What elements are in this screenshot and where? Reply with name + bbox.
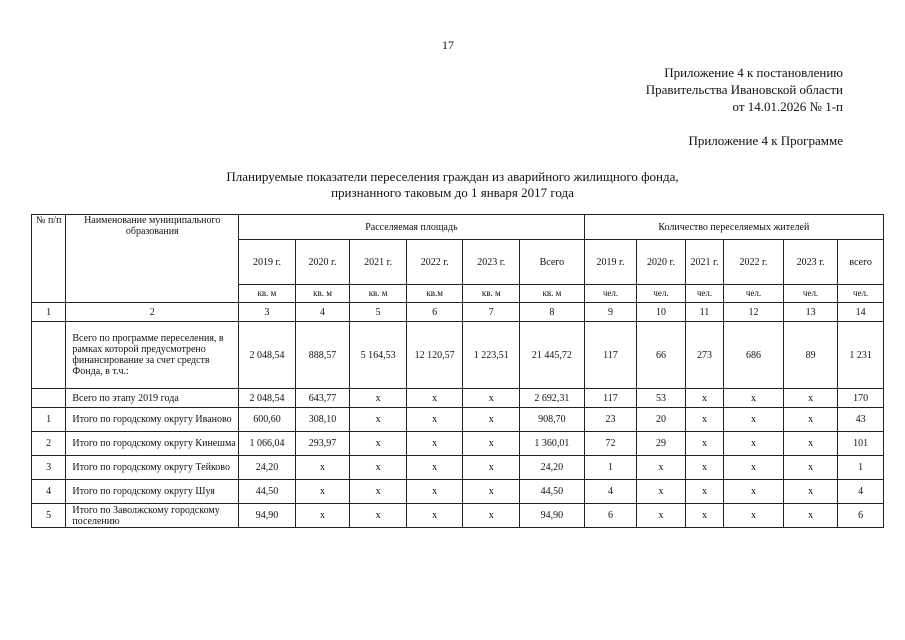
- table-row: [32, 480, 884, 504]
- people-year-header: 2021 г.: [685, 240, 723, 285]
- people-value: х: [685, 504, 723, 528]
- area-value: х: [350, 480, 407, 504]
- people-unit: чел.: [637, 285, 686, 303]
- people-value: 117: [584, 322, 637, 389]
- title-line-2: признанного таковым до 1 января 2017 года: [331, 185, 574, 200]
- people-year-header: 2020 г.: [637, 240, 686, 285]
- area-value: 94,90: [239, 504, 296, 528]
- people-value: х: [685, 408, 723, 432]
- column-number: 9: [584, 303, 637, 322]
- row-number: 3: [32, 456, 66, 480]
- people-value: 273: [685, 322, 723, 389]
- appendix-program: Приложение 4 к Программе: [688, 133, 843, 148]
- area-year-header: Всего: [520, 240, 585, 285]
- people-value: х: [724, 408, 784, 432]
- people-value: х: [724, 480, 784, 504]
- people-value: 20: [637, 408, 686, 432]
- area-unit: кв.м: [406, 285, 463, 303]
- people-value: х: [685, 480, 723, 504]
- people-value: х: [783, 480, 838, 504]
- appendix-line-2: Правительства Ивановской области: [645, 82, 843, 97]
- people-value: 53: [637, 389, 686, 408]
- area-value: х: [350, 408, 407, 432]
- appendix-line-1: Приложение 4 к постановлению: [664, 65, 843, 80]
- area-value: х: [350, 456, 407, 480]
- people-value: х: [685, 389, 723, 408]
- area-year-header: 2019 г.: [239, 240, 296, 285]
- row-number: [32, 389, 66, 408]
- area-value: 1 360,01: [520, 432, 585, 456]
- area-year-header: 2021 г.: [350, 240, 407, 285]
- people-value: х: [685, 432, 723, 456]
- table-row: [32, 322, 884, 389]
- appendix-header: [646, 64, 843, 115]
- area-value: х: [463, 389, 520, 408]
- area-value: 2 048,54: [239, 322, 296, 389]
- area-value: х: [463, 480, 520, 504]
- row-number: 1: [32, 408, 66, 432]
- people-value: 29: [637, 432, 686, 456]
- area-year-header: 2022 г.: [406, 240, 463, 285]
- area-value: х: [406, 408, 463, 432]
- row-number: 5: [32, 504, 66, 528]
- column-number: 10: [637, 303, 686, 322]
- people-value: х: [783, 456, 838, 480]
- area-value: х: [295, 456, 350, 480]
- table-row: [32, 456, 884, 480]
- appendix-line-3: от 14.01.2026 № 1-п: [732, 99, 843, 114]
- municipality-name: Всего по этапу 2019 года: [66, 389, 239, 408]
- people-value: 1: [584, 456, 637, 480]
- table-row: [32, 504, 884, 528]
- people-value: 43: [838, 408, 884, 432]
- area-value: х: [463, 504, 520, 528]
- people-unit: чел.: [584, 285, 637, 303]
- people-value: 72: [584, 432, 637, 456]
- people-unit: чел.: [724, 285, 784, 303]
- column-number: 5: [350, 303, 407, 322]
- column-number: 12: [724, 303, 784, 322]
- people-value: х: [783, 432, 838, 456]
- column-number: 8: [520, 303, 585, 322]
- municipality-name: Итого по городскому округу Кинешма: [66, 432, 239, 456]
- area-unit: кв. м: [350, 285, 407, 303]
- column-number: 6: [406, 303, 463, 322]
- municipality-name: Итого по городскому округу Шуя: [66, 480, 239, 504]
- area-value: 908,70: [520, 408, 585, 432]
- row-number: [32, 322, 66, 389]
- column-number: 2: [66, 303, 239, 322]
- area-value: 94,90: [520, 504, 585, 528]
- area-value: 1 066,04: [239, 432, 296, 456]
- people-value: х: [783, 389, 838, 408]
- municipality-name: Всего по программе переселения, в рамках которой предусмотрено финансирование за счет средств Фонда, в т.ч.:: [66, 322, 239, 389]
- header-people-group: Количество переселяемых жителей: [584, 215, 883, 240]
- area-value: 2 048,54: [239, 389, 296, 408]
- area-value: 44,50: [239, 480, 296, 504]
- column-number: 14: [838, 303, 884, 322]
- column-number: 13: [783, 303, 838, 322]
- area-value: х: [350, 389, 407, 408]
- area-year-header: 2020 г.: [295, 240, 350, 285]
- people-value: х: [685, 456, 723, 480]
- area-value: 293,97: [295, 432, 350, 456]
- row-number: 2: [32, 432, 66, 456]
- people-value: 170: [838, 389, 884, 408]
- people-year-header: 2019 г.: [584, 240, 637, 285]
- area-value: х: [406, 456, 463, 480]
- municipality-name: Итого по Заволжскому городскому поселению: [66, 504, 239, 528]
- column-number: 11: [685, 303, 723, 322]
- people-value: 4: [584, 480, 637, 504]
- column-number: 3: [239, 303, 296, 322]
- area-value: х: [350, 504, 407, 528]
- area-unit: кв. м: [520, 285, 585, 303]
- area-value: 1 223,51: [463, 322, 520, 389]
- area-value: 5 164,53: [350, 322, 407, 389]
- area-value: 24,20: [239, 456, 296, 480]
- area-value: х: [463, 408, 520, 432]
- header-area-group: Расселяемая площадь: [239, 215, 585, 240]
- table-row: [32, 389, 884, 408]
- area-value: х: [406, 432, 463, 456]
- resettlement-table: [31, 214, 884, 528]
- area-value: х: [406, 389, 463, 408]
- area-value: 12 120,57: [406, 322, 463, 389]
- people-year-header: всего: [838, 240, 884, 285]
- people-value: 4: [838, 480, 884, 504]
- area-unit: кв. м: [239, 285, 296, 303]
- municipality-name: Итого по городскому округу Тейково: [66, 456, 239, 480]
- area-value: 44,50: [520, 480, 585, 504]
- people-value: 6: [838, 504, 884, 528]
- people-unit: чел.: [783, 285, 838, 303]
- people-value: 101: [838, 432, 884, 456]
- people-year-header: 2022 г.: [724, 240, 784, 285]
- area-value: х: [406, 480, 463, 504]
- people-value: х: [637, 504, 686, 528]
- area-value: 888,57: [295, 322, 350, 389]
- area-value: х: [463, 456, 520, 480]
- people-value: 23: [584, 408, 637, 432]
- people-value: 1 231: [838, 322, 884, 389]
- people-value: х: [637, 456, 686, 480]
- people-year-header: 2023 г.: [783, 240, 838, 285]
- column-number: 4: [295, 303, 350, 322]
- people-unit: чел.: [838, 285, 884, 303]
- page-number: 17: [442, 38, 454, 52]
- people-value: 89: [783, 322, 838, 389]
- people-value: 66: [637, 322, 686, 389]
- document-title: [0, 169, 905, 201]
- area-value: х: [463, 432, 520, 456]
- people-unit: чел.: [685, 285, 723, 303]
- people-value: х: [724, 456, 784, 480]
- area-value: 24,20: [520, 456, 585, 480]
- people-value: 117: [584, 389, 637, 408]
- people-value: х: [783, 408, 838, 432]
- people-value: 1: [838, 456, 884, 480]
- column-number: 7: [463, 303, 520, 322]
- header-number: № п/п: [32, 215, 66, 303]
- municipality-name: Итого по городскому округу Иваново: [66, 408, 239, 432]
- area-value: х: [350, 432, 407, 456]
- table-row: [32, 408, 884, 432]
- area-value: х: [295, 480, 350, 504]
- table-row: [32, 432, 884, 456]
- area-value: х: [295, 504, 350, 528]
- row-number: 4: [32, 480, 66, 504]
- title-line-1: Планируемые показатели переселения граждан из аварийного жилищного фонда,: [226, 169, 679, 184]
- area-value: 308,10: [295, 408, 350, 432]
- area-year-header: 2023 г.: [463, 240, 520, 285]
- people-value: х: [724, 389, 784, 408]
- people-value: х: [724, 504, 784, 528]
- area-value: 21 445,72: [520, 322, 585, 389]
- area-value: 600,60: [239, 408, 296, 432]
- area-value: х: [406, 504, 463, 528]
- people-value: 6: [584, 504, 637, 528]
- people-value: х: [724, 432, 784, 456]
- people-value: 686: [724, 322, 784, 389]
- area-value: 2 692,31: [520, 389, 585, 408]
- area-unit: кв. м: [295, 285, 350, 303]
- column-number: 1: [32, 303, 66, 322]
- header-municipality: Наименование муниципального образования: [66, 215, 239, 303]
- people-value: х: [637, 480, 686, 504]
- area-unit: кв. м: [463, 285, 520, 303]
- area-value: 643,77: [295, 389, 350, 408]
- people-value: х: [783, 504, 838, 528]
